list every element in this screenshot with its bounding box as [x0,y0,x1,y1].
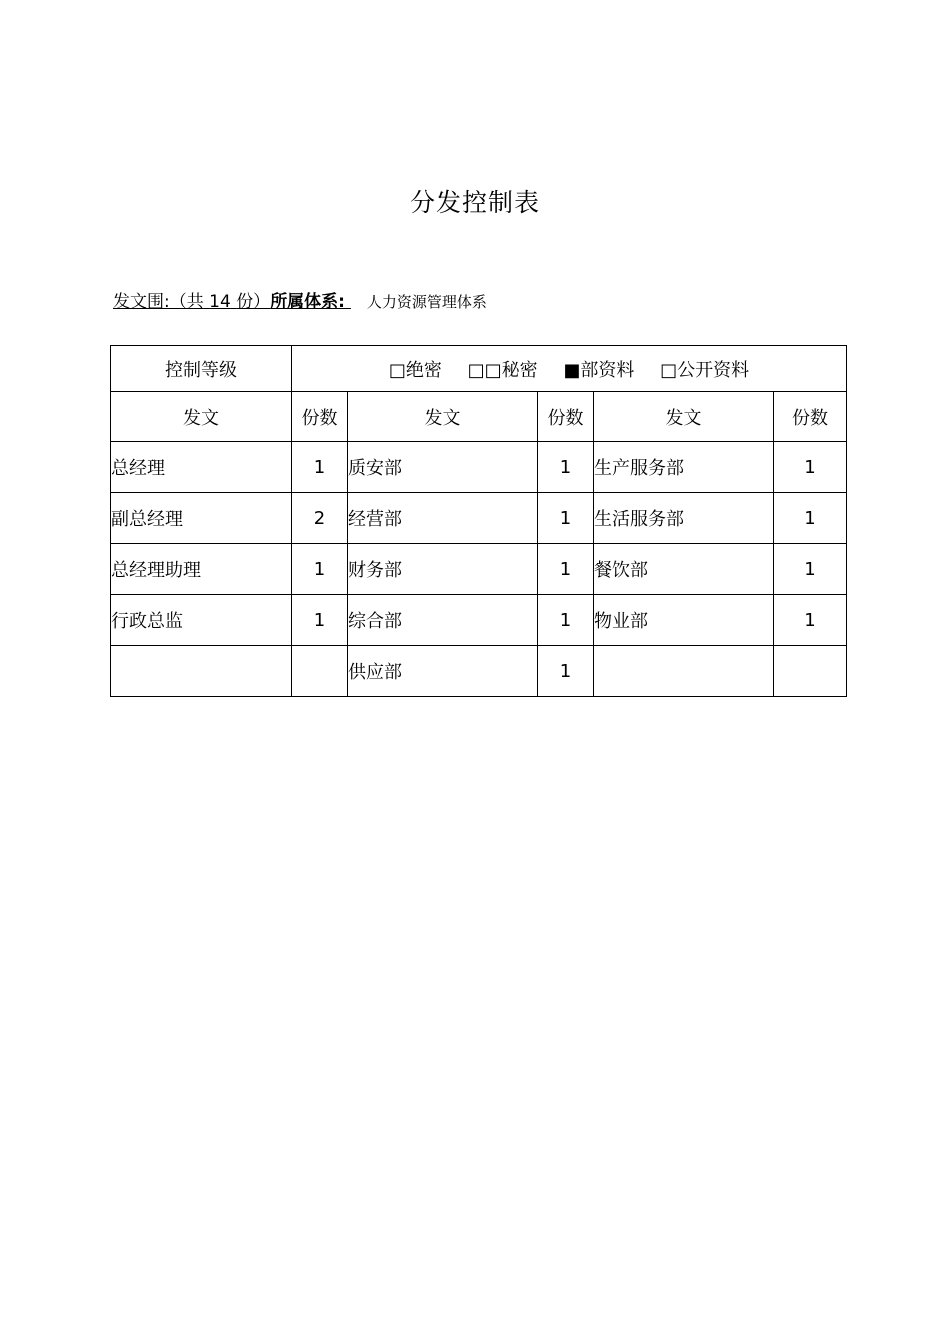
recipient-cell: 餐饮部 [594,544,774,595]
control-level-options [292,346,847,392]
page-title: 分发控制表 [409,188,540,217]
recipient-cell: 财务部 [348,544,538,595]
recipient-cell: 物业部 [594,595,774,646]
control-level-row [111,346,847,392]
recipient-cell: 经营部 [348,493,538,544]
column-header: 份数 [292,392,348,442]
copies-cell: 1 [538,646,594,697]
column-header: 份数 [774,392,847,442]
copies-cell: 1 [538,544,594,595]
copies-cell [774,646,847,697]
recipient-cell: 生产服务部 [594,442,774,493]
system-value: 人力资源管理体系 [366,293,487,311]
level-secret: □□秘密 [467,359,538,381]
recipient-cell [594,646,774,697]
copies-cell: 1 [774,595,847,646]
control-level-label: 控制等级 [111,346,292,392]
copies-cell: 1 [292,544,348,595]
copies-cell: 1 [292,595,348,646]
distribution-meta [113,287,487,312]
recipient-cell: 行政总监 [111,595,292,646]
table-row [111,544,847,595]
table-row [111,442,847,493]
copies-cell: 1 [774,442,847,493]
table-row [111,493,847,544]
copies-cell: 2 [292,493,348,544]
scope-count-suffix: 份） [236,292,271,312]
recipient-cell: 综合部 [348,595,538,646]
distribution-table [110,345,847,697]
level-public: □公开资料 [660,359,750,381]
table-row [111,646,847,697]
level-internal: ■部资料 [563,359,635,381]
column-header: 发文 [594,392,774,442]
recipient-cell: 副总经理 [111,493,292,544]
copies-cell: 1 [774,493,847,544]
system-label: 所属体系: [270,292,345,312]
recipient-cell: 总经理助理 [111,544,292,595]
column-header: 份数 [538,392,594,442]
recipient-cell: 总经理 [111,442,292,493]
copies-cell: 1 [538,595,594,646]
recipient-cell: 生活服务部 [594,493,774,544]
column-header-row [111,392,847,442]
recipient-cell: 供应部 [348,646,538,697]
copies-cell: 1 [774,544,847,595]
level-top-secret: □绝密 [388,359,442,381]
table-row [111,595,847,646]
recipient-cell [111,646,292,697]
recipient-cell: 质安部 [348,442,538,493]
copies-cell: 1 [538,442,594,493]
copies-cell: 1 [292,442,348,493]
copies-cell: 1 [538,493,594,544]
copies-cell [292,646,348,697]
column-header: 发文 [348,392,538,442]
scope-count: 14 [209,292,231,312]
scope-label: 发文围:（共 [113,292,204,312]
column-header: 发文 [111,392,292,442]
